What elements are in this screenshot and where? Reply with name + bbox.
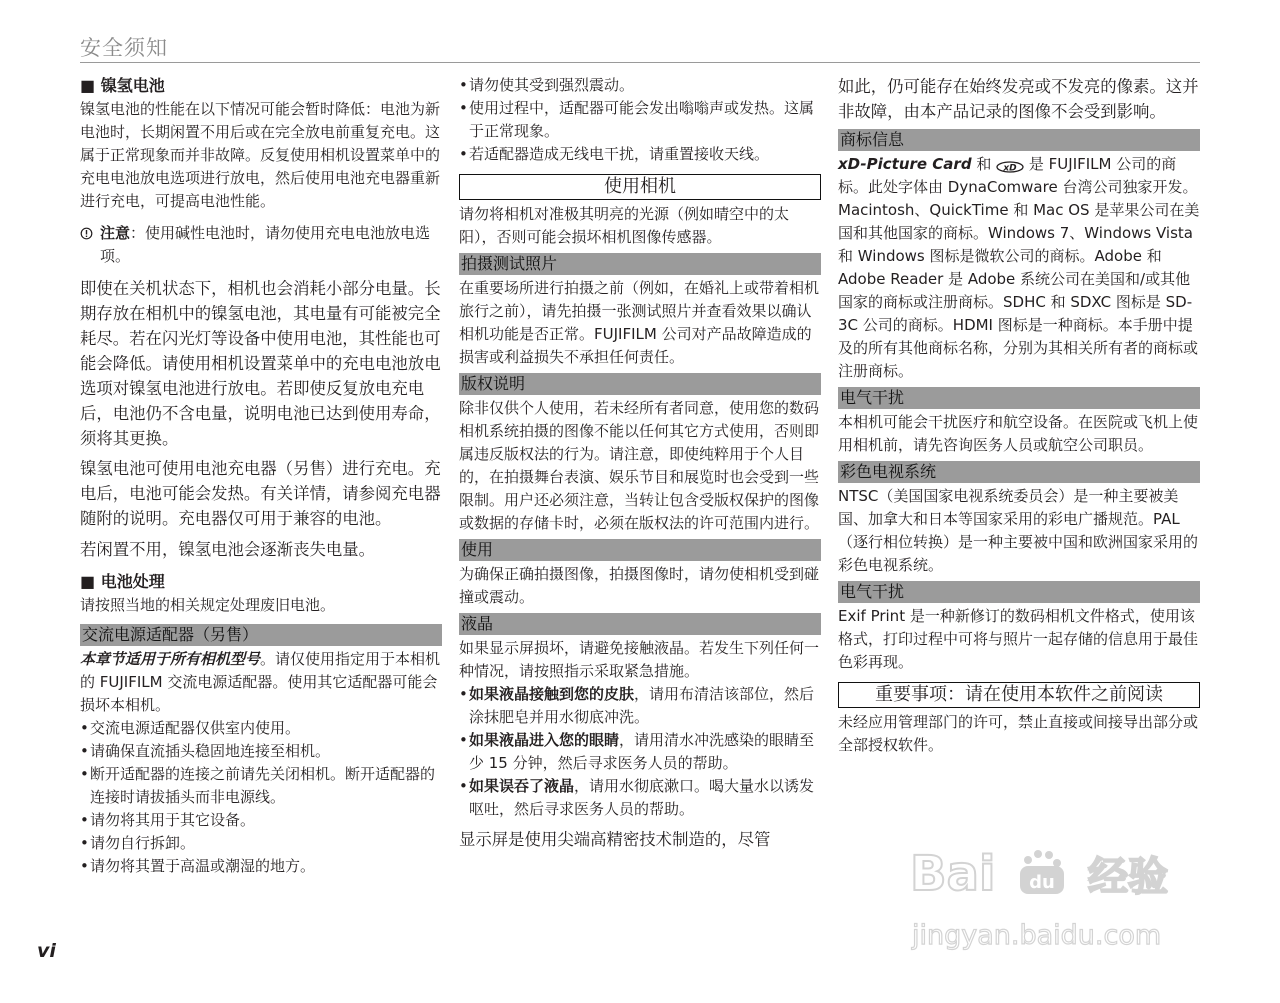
disposal-heading: ■ 电池处理 <box>80 572 165 591</box>
exif-heading: 电气干扰 <box>838 581 1200 603</box>
watermark-brand: Bai <box>910 846 996 902</box>
nimh-paragraph-2: 即使在关机状态下，相机也会消耗小部分电量。长期存放在相机中的镍氢电池，其电量有可能被完全耗尽。若在闪光灯等设备中使用电池，其性能也可能会降低。请使用相机设置菜单中的充电电池放电选项对镍氢电池进行放电。若即使反复放电充电后，电池仍不含电量，说明电池已达到使用寿命，须将其更换。 <box>80 279 441 448</box>
caution-icon <box>80 222 93 247</box>
list-item: • 若适配器造成无线电干扰，请重置接收天线。 <box>459 143 821 166</box>
page-title: 安全须知 <box>80 36 168 60</box>
test-shot-heading: 拍摄测试照片 <box>459 253 821 275</box>
important-notice-text: 未经应用管理部门的许可，禁止直接或间接导出部分或全部授权软件。 <box>838 713 1199 754</box>
nimh-paragraph-1: 镍氢电池的性能在以下情况可能会暂时降低：电池为新电池时，长期闲置不用后或在完全放电前重复充电。这属于正常现象而并非故障。反复使用相机设置菜单中的充电电池放电选项进行放电，然后使用电池充电器重新进行充电，可提高电池性能。 <box>80 100 441 210</box>
note-alkaline <box>80 222 442 268</box>
copyright-text: 除非仅供个人使用，若未经所有者同意，使用您的数码相机系统拍摄的图像不能以任何其它方式使用，否则即属违反版权法的行为。请注意，即使纯粹用于个人目的，在拍摄舞台表演、娱乐节目和展览时也会受到一些限制。用户还必须注意，当转让包含受版权保护的图像或数据的存储卡时，必须在版权法的许可范围内进行。 <box>459 399 820 532</box>
tv-system-text: NTSC（美国国家电视系统委员会）是一种主要被美国、加拿大和日本等国家采用的彩电广播规范。PAL（逐行相位转换）是一种主要被中国和欧洲国家采用的彩色电视系统。 <box>838 487 1199 574</box>
column-3 <box>838 74 1200 757</box>
tv-system-heading: 彩色电视系统 <box>838 461 1200 483</box>
list-item: • 如果误吞了液晶，请用水彻底漱口。喝大量水以诱发呕吐，然后寻求医务人员的帮助。 <box>459 775 821 821</box>
nimh-paragraph-3: 镍氢电池可使用电池充电器（另售）进行充电。充电后，电池可能会发热。有关详情，请参阅充电器随附的说明。充电器仅可用于兼容的电池。 <box>80 459 441 528</box>
trademark-heading: 商标信息 <box>838 129 1200 151</box>
use-camera-text: 请勿将相机对准极其明亮的光源（例如晴空中的太阳），否则可能会损坏相机图像传感器。 <box>459 205 790 246</box>
lcd-text: 如果显示屏损坏，请避免接触液晶。若发生下列任何一种情况，请按照指示采取紧急措施。 <box>459 639 820 680</box>
list-item: • 请勿使其受到强烈震动。 <box>459 74 821 97</box>
ac-bullet-list-cont <box>459 74 821 166</box>
lcd-paragraph-2-cont: 如此，仍可能存在始终发亮或不发亮的像素。这并非故障，由本产品记录的图像不会受到影响。 <box>838 77 1199 121</box>
ac-bullet-list <box>80 717 442 878</box>
page-header <box>80 30 1200 63</box>
important-notice-heading: 重要事项：请在使用本软件之前阅读 <box>838 682 1200 708</box>
column-1 <box>80 74 442 878</box>
baidu-watermark-logo <box>908 838 1208 958</box>
interference-text: 本相机可能会干扰医疗和航空设备。在医院或飞机上使用相机前，请先咨询医务人员或航空公司职员。 <box>838 413 1199 454</box>
lcd-bullet-list <box>459 683 821 821</box>
trademark-text: xD-Picture Card 和 xD 是 FUJIFILM 公司的商标。此处字体由 DynaComware 台湾公司独家开发。Macintosh、QuickTime 和 Mac OS 是苹果公司在美国和其他国家的商标。Windows 7、Windows Vista 和 Windows 图标是微软公司的商标。Adobe 和 Adobe Reader 是 Adobe 系统公司在美国和/或其他国家的商标或注册商标。SDHC 和 SDXC 图标是 SD-3C 公司的商标。HDMI 图标是一种商标。本手册中提及的所有其他商标名称，分别为其相关所有者的商标或注册商标。 <box>838 155 1200 380</box>
list-item: • 如果液晶接触到您的皮肤，请用布清洁该部位，然后涂抹肥皂并用水彻底冲洗。 <box>459 683 821 729</box>
copyright-heading: 版权说明 <box>459 373 821 395</box>
watermark-brand2: du <box>1029 872 1055 893</box>
ac-intro-bold: 本章节适用于所有相机型号 <box>80 650 261 668</box>
handling-heading: 使用 <box>459 539 821 561</box>
ac-adapter-heading: 交流电源适配器（另售） <box>80 624 442 646</box>
note-label: 注意 <box>100 224 131 242</box>
nimh-heading: ■ 镍氢电池 <box>80 76 165 95</box>
interference-heading: 电气干扰 <box>838 387 1200 409</box>
nimh-paragraph-4: 若闲置不用，镍氢电池会逐渐丧失电量。 <box>80 540 376 559</box>
lcd-paragraph-2: 显示屏是使用尖端高精密技术制造的，尽管 <box>459 830 771 849</box>
note-text: ：使用碱性电池时，请勿使用充电电池放电选项。 <box>100 224 431 265</box>
exif-text: Exif Print 是一种新修订的数码相机文件格式，使用该格式，打印过程中可将与照片一起存储的信息用于最佳色彩再现。 <box>838 607 1199 671</box>
watermark-cn: 经验 <box>1088 854 1168 900</box>
lcd-heading: 液晶 <box>459 613 821 635</box>
watermark-url: jingyan.baidu.com <box>912 920 1162 951</box>
ac-intro-text: 。请仅使用指定用于本相机的 FUJIFILM 交流电源适配器。使用其它适配器可能会损坏本相机。 <box>80 650 441 714</box>
list-item: • 断开适配器的连接之前请先关闭相机。断开适配器的连接时请拔插头而非电源线。 <box>80 763 442 809</box>
list-item: • 请勿将其用于其它设备。 <box>80 809 442 832</box>
list-item: • 使用过程中，适配器可能会发出嗡嗡声或发热。这属于正常现象。 <box>459 97 821 143</box>
svg-text:xD: xD <box>1003 163 1017 173</box>
list-item: • 请勿将其置于高温或潮湿的地方。 <box>80 855 442 878</box>
list-item: • 请勿自行拆卸。 <box>80 832 442 855</box>
xd-logo-icon <box>996 158 1024 172</box>
list-item: • 交流电源适配器仅供室内使用。 <box>80 717 442 740</box>
disposal-text: 请按照当地的相关规定处理废旧电池。 <box>80 596 336 614</box>
list-item: • 如果液晶进入您的眼睛，请用清水冲洗感染的眼睛至少 15 分钟，然后寻求医务人员的帮助。 <box>459 729 821 775</box>
column-2 <box>459 74 821 852</box>
use-camera-heading: 使用相机 <box>459 174 821 200</box>
test-shot-text: 在重要场所进行拍摄之前（例如，在婚礼上或带着相机旅行之前），请先拍摄一张测试照片并查看效果以确认相机功能是否正常。FUJIFILM 公司对产品故障造成的损害或利益损失不承担任何责任。 <box>459 279 820 366</box>
handling-text: 为确保正确拍摄图像，拍摄图像时，请勿使相机受到碰撞或震动。 <box>459 565 820 606</box>
list-item: • 请确保直流插头稳固地连接至相机。 <box>80 740 442 763</box>
page-number: vi <box>37 940 56 962</box>
